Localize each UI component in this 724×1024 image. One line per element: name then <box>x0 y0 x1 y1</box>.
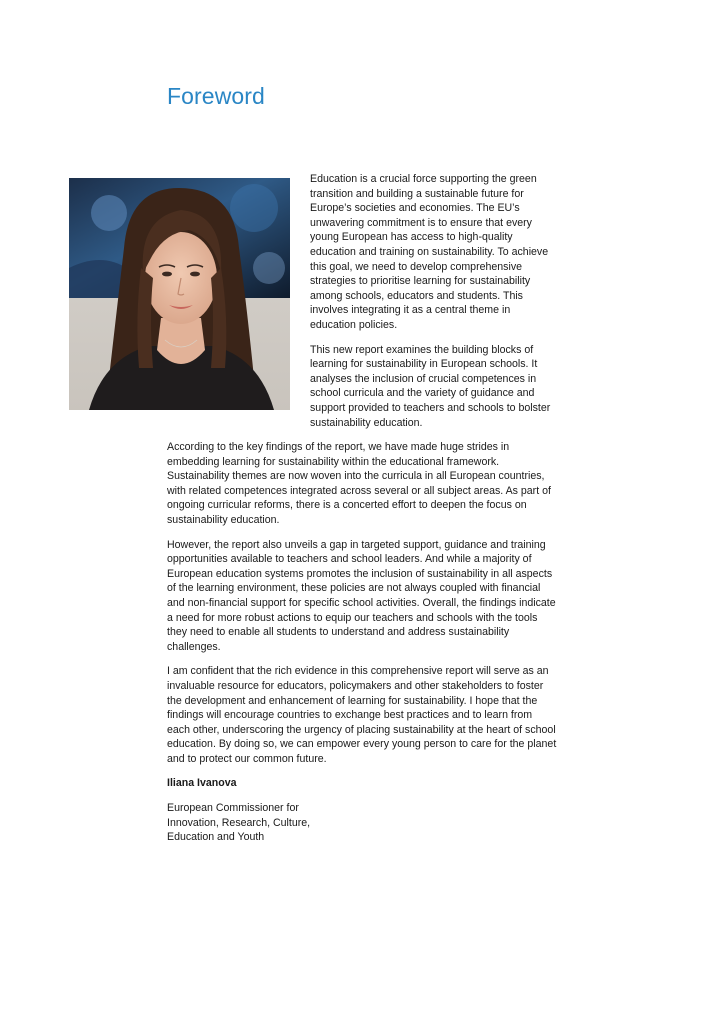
intro-paragraph-2: This new report examines the building blocks of learning for sustainability in European schools. It analyses the inclusion of crucial competences in school curricula and the variety of guidance and support provided to teachers and schools to bolster sustainability education. <box>310 343 551 429</box>
signature-role <box>167 801 558 845</box>
main-paragraph-2: However, the report also unveils a gap in targeted support, guidance and training opportunities available to teachers and school leaders. And while a majority of European education systems promotes the inclusion of sustainability in all aspects of the learning environment, these policies are not always coupled with financial and non-financial support for specific school activities. Overall, the findings indicate a need for more robust actions to equip our teachers and schools with the tools they need to enable all students to understand and address sustainability challenges. <box>167 538 556 653</box>
intro-paragraph-1: Education is a crucial force supporting the green transition and building a sustainable future for Europe’s societies and economies. The EU’s unwavering commitment is to ensure that every young European has access to high-quality education and training on sustainability. To achieve this goal, we need to develop comprehensive strategies to prioritise learning for sustainability among schools, educators and students. This involves integrating it as a central theme in education policies. <box>310 173 549 331</box>
main-paragraph-1: According to the key findings of the report, we have made huge strides in embedding learning for sustainability within the educational framework. Sustainability themes are now woven into the curricula in all European countries, with related competences integrated across several or all subject areas. As part of ongoing curricular reforms, there is a concerted effort to deepen the focus on sustainability education. <box>167 441 551 526</box>
main-text-block <box>167 440 558 855</box>
portrait-photo <box>69 178 290 410</box>
signature-name: Iliana Ivanova <box>167 777 237 790</box>
signature-role-line-1: European Commissioner for <box>167 802 299 815</box>
signature-role-line-3: Education and Youth <box>167 831 265 844</box>
signature-role-line-2: Innovation, Research, Culture, <box>167 816 311 829</box>
main-paragraph-3: I am confident that the rich evidence in this comprehensive report will serve as an invaluable resource for educators, policymakers and other stakeholders to foster the development and enhancement of learning for sustainability. I hope that the findings will encourage countries to exchange best practices and to learn from each other, underscoring the urgency of placing sustainability at the heart of school education. By doing so, we can empower every young person to care for the planet and to protect our common future. <box>167 665 557 765</box>
intro-text-block <box>310 172 557 440</box>
page-title: Foreword <box>167 83 265 109</box>
